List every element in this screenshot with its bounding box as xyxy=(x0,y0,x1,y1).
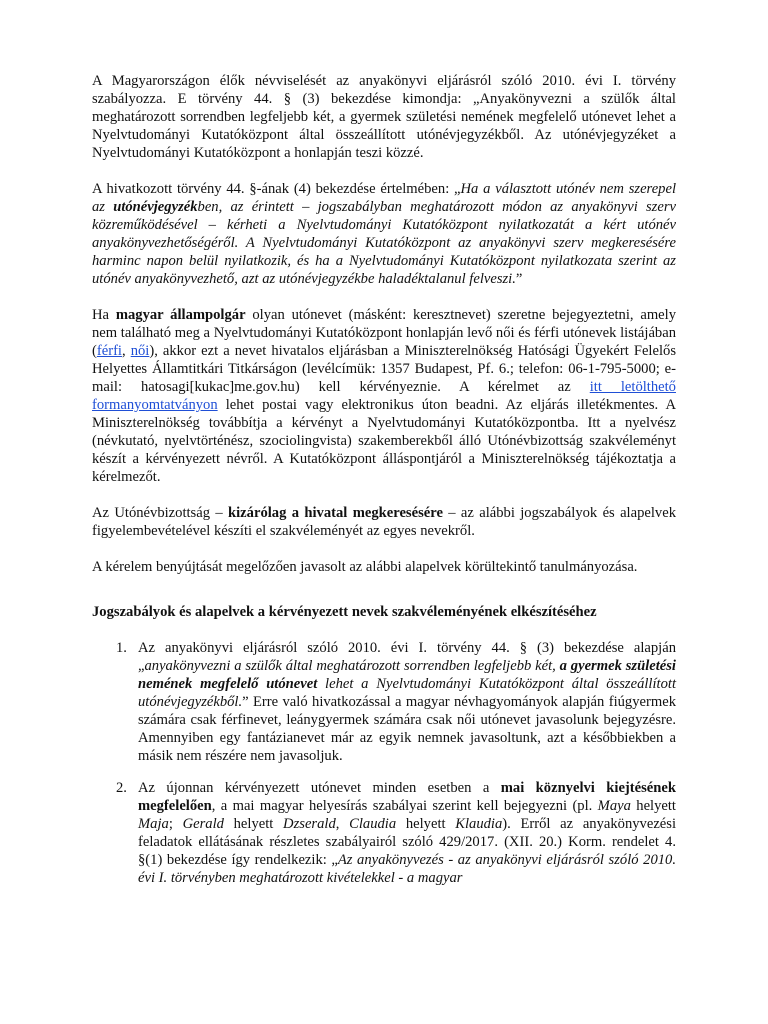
male-names-link[interactable]: férfi xyxy=(96,343,122,359)
list-item xyxy=(92,639,676,765)
text-span: , xyxy=(122,343,131,359)
text-span: ” xyxy=(515,271,523,287)
list-number: 1. xyxy=(116,640,127,656)
law-citation-paragraph xyxy=(92,180,676,288)
procedure-paragraph xyxy=(92,306,676,486)
name-example: Maja xyxy=(138,816,169,832)
text-span: Ha xyxy=(92,307,116,323)
text-span: ben, az érintett – jogszabályban meghatározott módon az anyakönyvi szerv közreműködésével – kérheti a Nyelvtudományi Kutatóközpont nyilatkozatát a kért utónév anyakönyvezhetőségéről. A Nyelvtudományi Kutatóközpont az anyakönyvi szerv megkeresésére harminc napon belül nyilatkozik, és ha a Nyelvtudományi Kutatóközpont nyilatkozata szerint az utónév anyakönyvezhető, azt az utónévjegyzékbe haladéktalanul felveszi. xyxy=(92,199,676,287)
text-span: A hivatkozott törvény 44. §-ának (4) bekezdése értelmében: „ xyxy=(92,181,461,197)
text-span: ). Erről az anyakönyvezési feladatok ellátásának részletes szabályairól szóló 429/2017. (XII. 20.) Korm. rendelet 4. §(1) bekezdése így rendelkezik: „ xyxy=(138,816,677,868)
text-span: olyan utónevet (másként: keresztnevet) szeretne bejegyeztetni, amely nem található meg a Nyelvtudományi Kutatóközpont honlapján levő női és férfi utónevek listájában ( xyxy=(92,307,676,359)
text-span: ” Erre való hivatkozással a magyar névhagyományok alapján fiúgyermek számára csak férfinevet, leánygyermek számára csak női utónevet javasolunk bejegyzésre. Amennyiben egy fantázianevet már az egyik nemnek javasoltunk, azt a későbbiekben a másik nem részére nem javasoljuk. xyxy=(138,694,676,764)
text-span: , a mai magyar helyesírás szabályai szerint kell bejegyezni (pl. xyxy=(211,798,598,814)
text-span: helyett xyxy=(396,816,456,832)
document-page xyxy=(92,72,676,901)
bold-text: magyar állampolgár xyxy=(115,307,246,323)
name-example: Maya xyxy=(597,798,631,814)
text-span: , xyxy=(335,816,350,832)
text-span: lehet a Nyelvtudományi Kutatóközpont által összeállított utónévjegyzékből. xyxy=(138,676,676,710)
name-example: Dzserald xyxy=(283,816,336,832)
section-heading: Jogszabályok és alapelvek a kérvényezett nevek szakvéleményének elkészítéséhez xyxy=(92,604,597,620)
name-example: Gerald xyxy=(182,816,224,832)
rules-list xyxy=(92,639,676,887)
text-span: ), akkor ezt a nevet hivatalos eljárásban a Miniszterelnökség Hatósági Ügyekért Felelős Helyettes Államtitkári Titkárságon (levélcímük: 1357 Budapest, Pf. 6.; telefon: 06-1-795-5000; e-mail: hatosagi[kukac]me.gov.hu) kell kérvényeznie. A kérelmet az xyxy=(92,343,676,395)
bold-text: kizárólag a hivatal megkeresésére xyxy=(228,505,443,521)
text-span: helyett xyxy=(630,798,676,814)
text-span: Az anyakönyvi eljárásról szóló 2010. évi I. törvény 44. § (3) bekezdése alapján „ xyxy=(138,640,676,674)
list-item xyxy=(92,779,676,887)
text-span: ; xyxy=(168,816,183,832)
bold-text: utónévjegyzék xyxy=(113,199,198,215)
text-span: lehet postai vagy elektronikus úton beadni. Az eljárás illetékmentes. A Miniszterelnökség továbbítja a kérvényt a Nyelvtudományi Kutatóközpontba. Itt a nyelvész (névkutató, nyelvtörténész, szociolingvista) szakemberekből álló Utónévbizottság szakvéleményt készít a kérvényezett névről. A Kutatóközpont álláspontjáról a Miniszterelnökség tájékoztatja a kérelmezőt. xyxy=(92,397,676,485)
text-span: Az újonnan kérvényezett utónevet minden esetben a xyxy=(138,780,501,796)
name-example: Claudia xyxy=(349,816,397,832)
text-span: anyakönyvezni a szülők által meghatározott sorrendben legfeljebb két, xyxy=(144,658,560,674)
quoted-regulation: Az anyakönyvezés - az anyakönyvi eljárásról szóló 2010. évi I. törvényben meghatározott kivételekkel - a magyar xyxy=(138,852,676,886)
list-number: 2. xyxy=(116,780,127,796)
intro-paragraph: A Magyarországon élők névviselését az anyakönyvi eljárásról szóló 2010. évi I. törvény szabályozza. E törvény 44. § (3) bekezdése kimondja: „Anyakönyvezni a szülők által meghatározott sorrendben legfeljebb két, a gyermek születési nemének megfelelő utónevet lehet a Nyelvtudományi Kutatóközpont által összeállított utónévjegyzékből. Az utónévjegyzéket a Nyelvtudományi Kutatóközpont a honlapján teszi közzé. xyxy=(92,73,676,161)
text-span: helyett xyxy=(223,816,284,832)
female-names-link[interactable]: női xyxy=(130,343,150,359)
form-download-link[interactable]: itt letölthető formanyomtatványon xyxy=(92,379,676,413)
recommendation-paragraph: A kérelem benyújtását megelőzően javasolt az alábbi alapelvek körültekintő tanulmányozása. xyxy=(92,559,638,575)
text-span: Ha a választott utónév nem szerepel az xyxy=(92,181,676,215)
name-example: Klaudia xyxy=(455,816,503,832)
committee-paragraph xyxy=(92,504,676,540)
bold-text: a gyermek születési nemének megfelelő utónevet xyxy=(138,658,676,692)
text-span: Az Utónévbizottság – xyxy=(92,505,229,521)
text-span: – az alábbi jogszabályok és alapelvek figyelembevételével készíti el szakvéleményét az egyes nevekről. xyxy=(92,505,676,539)
bold-text: mai köznyelvi kiejtésének megfelelően xyxy=(138,780,676,814)
